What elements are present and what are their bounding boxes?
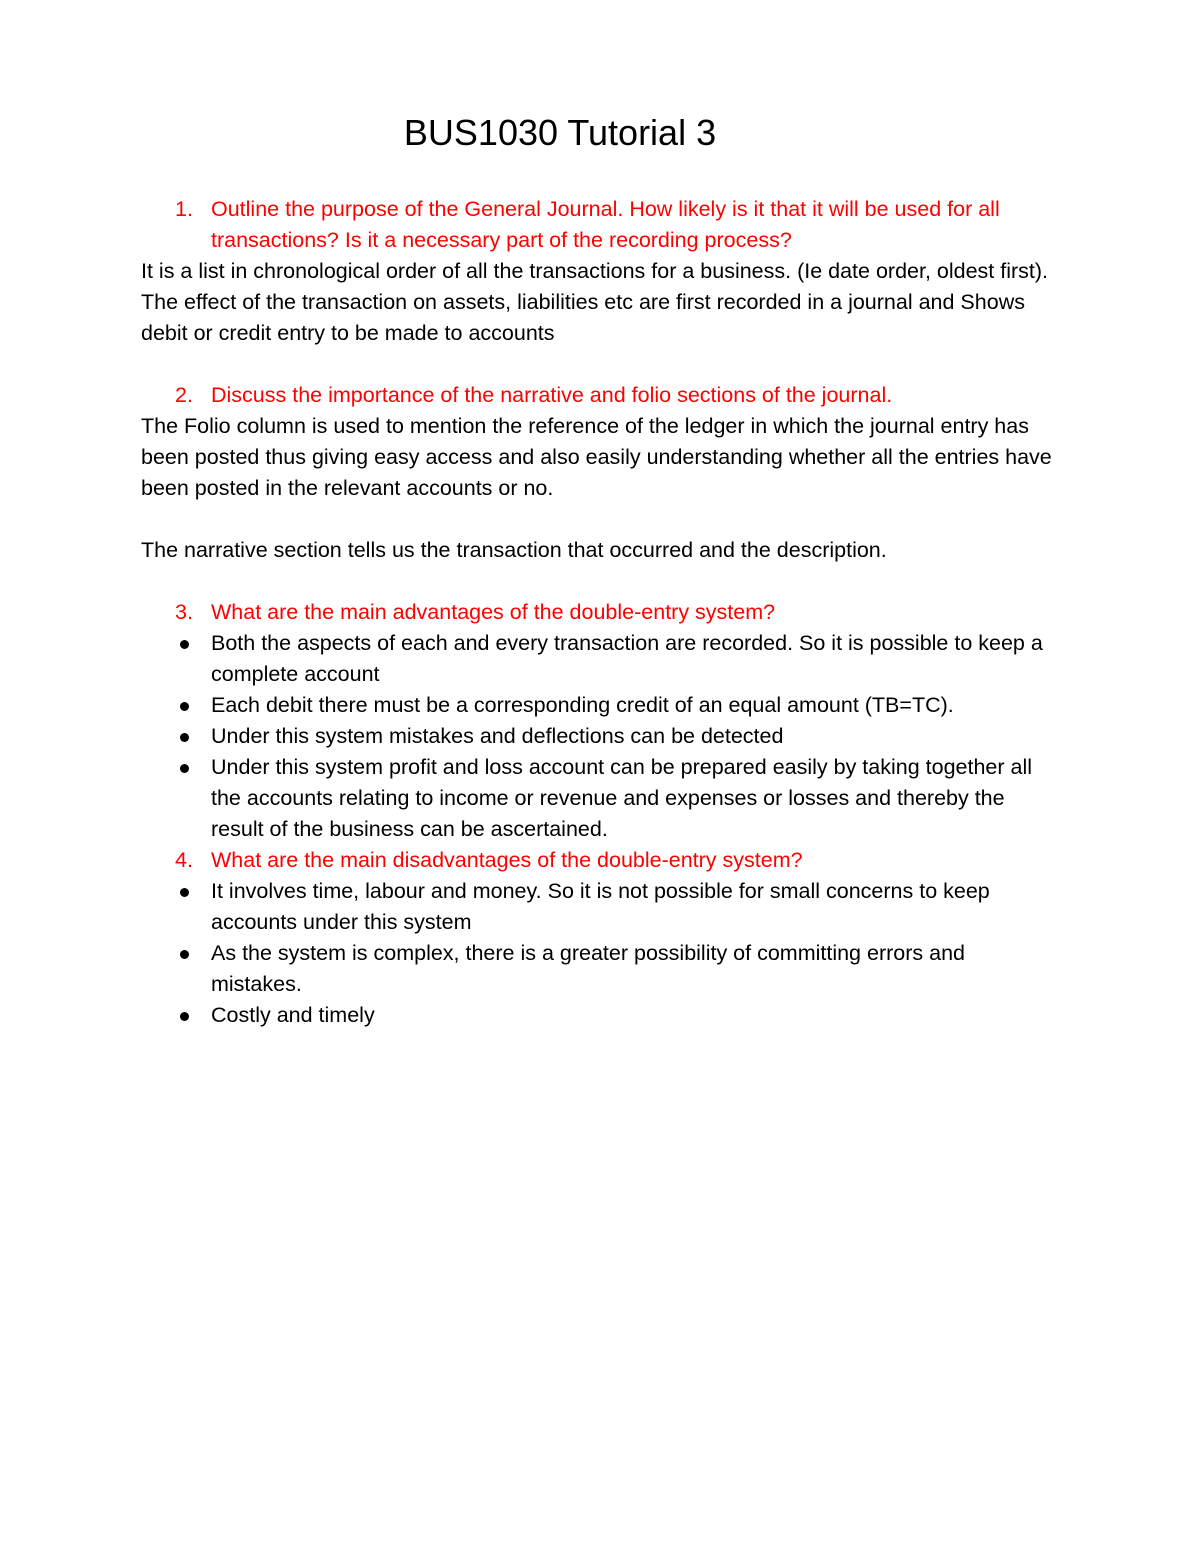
bullet-icon <box>180 888 189 897</box>
question-2 <box>141 380 1061 411</box>
question-text: Discuss the importance of the narrative and folio sections of the journal. <box>211 383 893 407</box>
list-item-text: Both the aspects of each and every transaction are recorded. So it is possible to keep a complete account <box>211 631 1043 686</box>
question-1 <box>141 194 1061 256</box>
list-item <box>141 1000 1061 1031</box>
list-item <box>141 876 1061 938</box>
list-item <box>141 628 1061 690</box>
question-text: What are the main advantages of the double-entry system? <box>211 600 776 624</box>
question-3 <box>141 597 1061 628</box>
list-item-text: It involves time, labour and money. So it is not possible for small concerns to keep accounts under this system <box>211 879 990 934</box>
document-title: BUS1030 Tutorial 3 <box>403 112 717 153</box>
bullet-icon <box>180 702 189 711</box>
question-4 <box>141 845 1061 876</box>
question-number: 4. <box>175 848 193 872</box>
bullet-icon <box>180 1012 189 1021</box>
question-text: What are the main disadvantages of the double-entry system? <box>211 848 803 872</box>
question-number: 3. <box>175 600 193 624</box>
list-item-text: Costly and timely <box>211 1003 375 1027</box>
list-item-text: Each debit there must be a corresponding credit of an equal amount (TB=TC). <box>211 693 954 717</box>
document-content <box>141 194 1061 1031</box>
bullet-icon <box>180 640 189 649</box>
bullet-icon <box>180 950 189 959</box>
blank-line <box>141 504 1061 535</box>
blank-line <box>141 349 1061 380</box>
bullet-icon <box>180 733 189 742</box>
list-item <box>141 721 1061 752</box>
list-item <box>141 752 1061 845</box>
blank-line <box>141 566 1061 597</box>
list-item-text: Under this system mistakes and deflections can be detected <box>211 724 784 748</box>
list-item-text: Under this system profit and loss account can be prepared easily by taking together all the accounts relating to income or revenue and expenses or losses and thereby the result of the business can be ascertained. <box>211 755 1033 841</box>
answer-2-narrative: The narrative section tells us the transaction that occurred and the description. <box>141 538 887 562</box>
question-number: 2. <box>175 383 193 407</box>
answer-1: It is a list in chronological order of all the transactions for a business. (Ie date order, oldest first). The effect of the transaction on assets, liabilities etc are first recorded in a journal and Shows debit or credit entry to be made to accounts <box>141 259 1049 345</box>
bullet-icon <box>180 764 189 773</box>
list-item <box>141 938 1061 1000</box>
question-text: Outline the purpose of the General Journal. How likely is it that it will be used for all transactions? Is it a necessary part of the recording process? <box>211 197 1000 252</box>
answer-2-folio: The Folio column is used to mention the reference of the ledger in which the journal entry has been posted thus giving easy access and also easily understanding whether all the entries have been posted in the relevant accounts or no. <box>141 414 1052 500</box>
list-item <box>141 690 1061 721</box>
list-item-text: As the system is complex, there is a greater possibility of committing errors and mistakes. <box>211 941 965 996</box>
question-number: 1. <box>175 197 193 221</box>
